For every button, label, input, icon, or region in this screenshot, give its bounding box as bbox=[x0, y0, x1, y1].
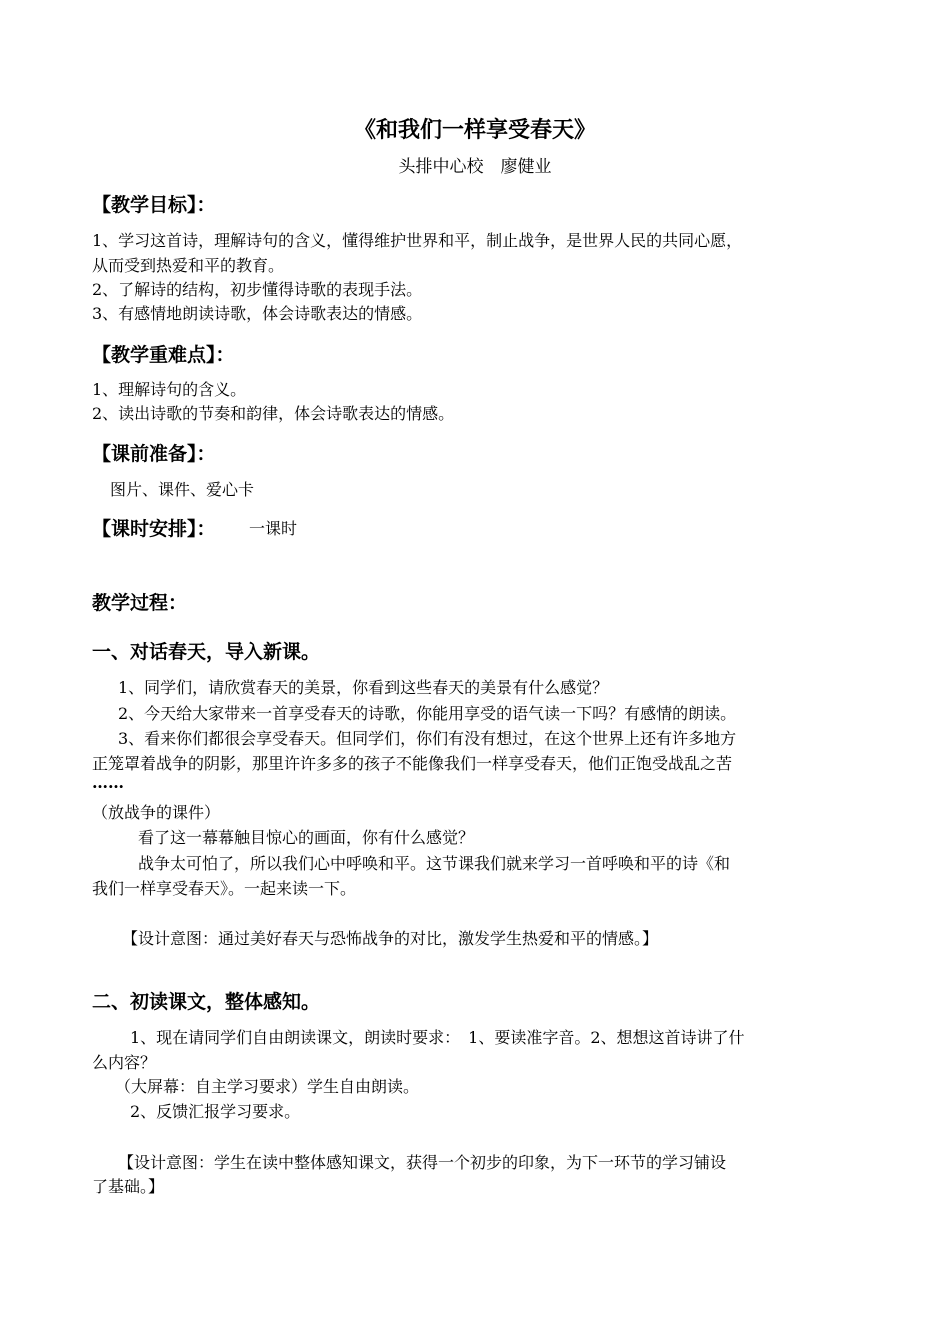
section1-design-intent: 【设计意图：通过美好春天与恐怖战争的对比，激发学生热爱和平的情感。】 bbox=[122, 929, 659, 948]
section1-para-6: 战争太可怕了，所以我们心中呼唤和平。这节课我们就来学习一首呼唤和平的诗《和 bbox=[138, 854, 731, 873]
key-points-heading: 【教学重难点】： bbox=[92, 344, 235, 366]
section1-heading: 一、对话春天，导入新课。 bbox=[92, 641, 321, 663]
objective-item-1: 1、学习这首诗，理解诗句的含义，懂得维护世界和平，制止战争，是世界人民的共同心愿， bbox=[92, 231, 743, 250]
section1-para-2: 2、今天给大家带来一首享受春天的诗歌，你能用享受的语气读一下吗？有感情的朗读。 bbox=[118, 704, 737, 723]
section1-para-1: 1、同学们，请欣赏春天的美景，你看到这些春天的美景有什么感觉？ bbox=[118, 678, 609, 697]
key-point-item-2: 2、读出诗歌的节奏和韵律，体会诗歌表达的情感。 bbox=[92, 404, 455, 423]
section2-para-1: 1、现在请同学们自由朗读课文，朗读时要求： 1、要读准字音。2、想想这首诗讲了什 bbox=[130, 1028, 745, 1047]
schedule-text: 一课时 bbox=[249, 519, 298, 538]
process-heading: 教学过程： bbox=[92, 592, 188, 614]
section2-para-2: （大屏幕：自主学习要求）学生自由朗读。 bbox=[115, 1077, 420, 1096]
section1-courseware-note: （放战争的课件） bbox=[92, 803, 221, 822]
preparation-heading: 【课前准备】： bbox=[92, 443, 216, 465]
section2-para-3: 2、反馈汇报学习要求。 bbox=[130, 1102, 301, 1121]
key-point-item-1: 1、理解诗句的含义。 bbox=[92, 380, 247, 399]
section2-design-intent: 【设计意图：学生在读中整体感知课文，获得一个初步的印象，为下一环节的学习铺设 bbox=[118, 1153, 727, 1172]
preparation-text: 图片、课件、爱心卡 bbox=[110, 480, 255, 499]
section1-para-3-cont: 正笼罩着战争的阴影，那里许许多多的孩子不能像我们一样享受春天，他们正饱受战乱之苦 bbox=[92, 754, 733, 773]
objective-item-1-cont: 从而受到热爱和平的教育。 bbox=[92, 256, 285, 275]
objective-item-3: 3、有感情地朗读诗歌，体会诗歌表达的情感。 bbox=[92, 304, 423, 323]
section1-ellipsis: …… bbox=[92, 773, 124, 792]
section2-design-intent-cont: 了基础。】 bbox=[92, 1177, 165, 1196]
document-title: 《和我们一样享受春天》 bbox=[353, 118, 596, 143]
schedule-heading: 【课时安排】： bbox=[92, 518, 216, 540]
objective-item-2: 2、了解诗的结构，初步懂得诗歌的表现手法。 bbox=[92, 280, 423, 299]
section2-para-1-cont: 么内容？ bbox=[92, 1053, 157, 1072]
section1-para-5: 看了这一幕幕触目惊心的画面，你有什么感觉？ bbox=[138, 828, 475, 847]
section2-heading: 二、初读课文，整体感知。 bbox=[92, 991, 321, 1013]
section1-para-6-cont: 我们一样享受春天》。一起来读一下。 bbox=[92, 879, 357, 898]
section1-para-3: 3、看来你们都很会享受春天。但同学们，你们有没有想过，在这个世界上还有许多地方 bbox=[118, 729, 737, 748]
author-line: 头排中心校 廖健业 bbox=[398, 157, 552, 177]
objectives-heading: 【教学目标】： bbox=[92, 194, 216, 216]
